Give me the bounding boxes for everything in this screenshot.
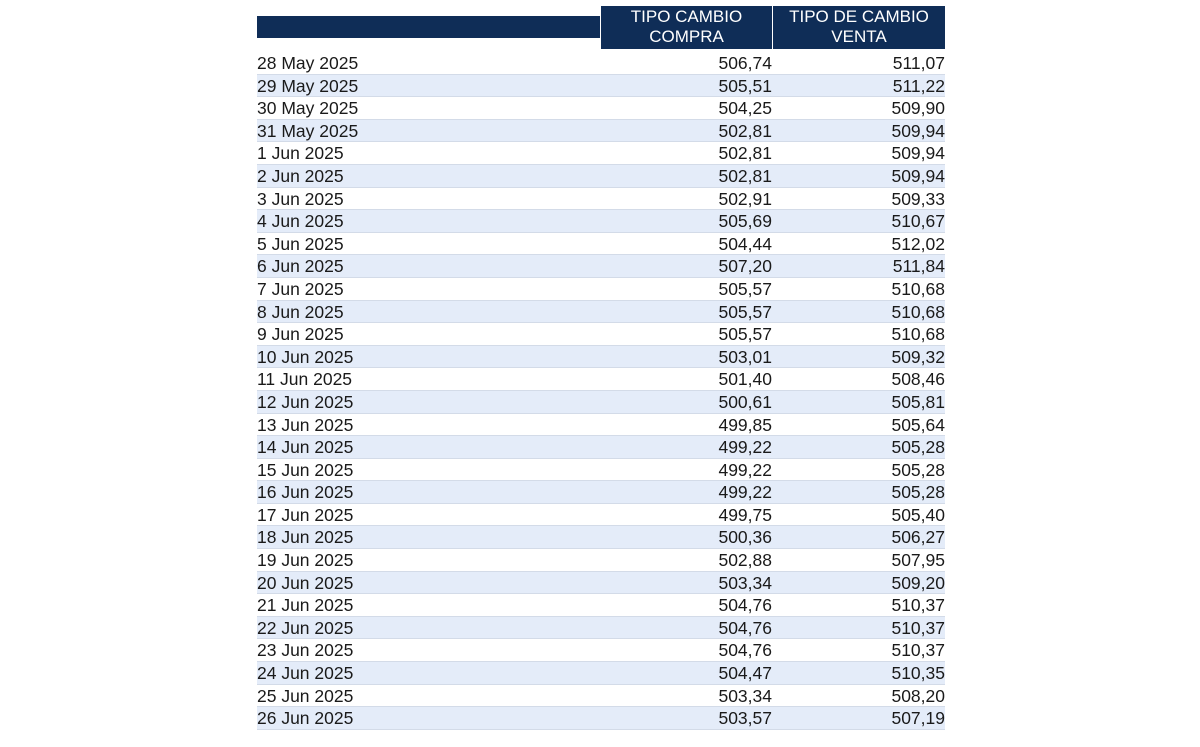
table-row [257,97,945,120]
date-cell: 9 Jun 2025 [257,324,344,345]
date-cell: 5 Jun 2025 [257,233,344,254]
sell-rate-cell: 510,68 [891,301,945,322]
sell-rate-cell: 505,28 [891,459,945,480]
sell-rate-cell: 509,90 [891,98,945,119]
buy-rate-cell: 506,74 [718,53,772,73]
sell-rate-cell: 512,02 [891,233,945,254]
buy-rate-cell: 505,51 [718,75,772,96]
date-cell: 12 Jun 2025 [257,391,354,412]
header-buy-line1: TIPO CAMBIO [630,7,743,26]
date-cell: 25 Jun 2025 [257,685,354,706]
table-row [257,75,945,98]
sell-rate-cell: 509,94 [891,165,945,186]
sell-rate-cell: 509,33 [891,188,945,209]
buy-rate-cell: 499,22 [718,437,772,458]
buy-rate-cell: 505,57 [718,301,772,322]
sell-rate-cell: 510,37 [891,617,945,638]
date-cell: 4 Jun 2025 [257,211,344,232]
buy-rate-cell: 501,40 [718,369,772,390]
sell-rate-cell: 505,64 [891,414,945,435]
date-cell: 30 May 2025 [257,98,359,119]
date-cell: 23 Jun 2025 [257,640,354,661]
table-body [257,52,945,730]
table-row [257,52,945,75]
header-sell-line2: VENTA [831,27,887,46]
table-row [257,233,945,256]
table-row [257,549,945,572]
date-cell: 22 Jun 2025 [257,617,354,638]
sell-rate-cell: 508,46 [891,369,945,390]
date-cell: 11 Jun 2025 [257,369,353,390]
table-row [257,255,945,278]
sell-rate-cell: 505,28 [891,482,945,503]
date-cell: 13 Jun 2025 [257,414,354,435]
table-row [257,459,945,482]
buy-rate-cell: 504,44 [718,233,772,254]
table-row [257,346,945,369]
buy-rate-cell: 500,36 [718,527,772,548]
sell-rate-cell: 507,19 [891,708,945,729]
date-cell: 1 Jun 2025 [257,143,344,164]
sell-rate-cell: 509,94 [891,143,945,164]
date-cell: 19 Jun 2025 [257,550,354,571]
buy-rate-cell: 502,91 [718,188,772,209]
buy-rate-cell: 504,25 [718,98,772,119]
sell-rate-cell: 507,95 [891,550,945,571]
table-row [257,481,945,504]
buy-rate-cell: 499,75 [718,504,772,525]
table-row [257,323,945,346]
sell-rate-cell: 511,22 [892,75,945,96]
buy-rate-cell: 503,34 [718,685,772,706]
table-row [257,210,945,233]
buy-rate-cell: 502,88 [718,550,772,571]
sell-rate-cell: 509,32 [891,346,945,367]
sell-rate-cell: 505,40 [891,504,945,525]
date-cell: 6 Jun 2025 [257,256,344,277]
table-row [257,414,945,437]
exchange-rate-table [257,6,945,730]
table-row [257,685,945,708]
date-cell: 16 Jun 2025 [257,482,354,503]
buy-rate-cell: 502,81 [718,165,772,186]
table-row [257,572,945,595]
table-row [257,662,945,685]
date-cell: 17 Jun 2025 [257,504,354,525]
table-row [257,278,945,301]
buy-rate-cell: 499,22 [718,482,772,503]
date-cell: 24 Jun 2025 [257,663,354,684]
buy-rate-cell: 504,76 [718,595,772,616]
sell-rate-cell: 505,81 [891,391,945,412]
sell-rate-cell: 510,68 [891,278,945,299]
date-cell: 7 Jun 2025 [257,278,344,299]
table-row [257,594,945,617]
sell-rate-cell: 510,37 [891,595,945,616]
header-buy-rate [601,6,772,49]
buy-rate-cell: 505,57 [718,278,772,299]
table-row [257,165,945,188]
sell-rate-cell: 511,07 [892,53,945,73]
sell-rate-cell: 510,68 [891,324,945,345]
table-row [257,368,945,391]
date-cell: 20 Jun 2025 [257,572,354,593]
buy-rate-cell: 503,01 [718,346,772,367]
table-row [257,639,945,662]
sell-rate-cell: 509,94 [891,120,945,141]
date-cell: 15 Jun 2025 [257,459,354,480]
date-cell: 2 Jun 2025 [257,165,344,186]
buy-rate-cell: 499,22 [718,459,772,480]
table-row [257,391,945,414]
header-buy-line2: COMPRA [649,27,724,46]
sell-rate-cell: 510,67 [891,211,945,232]
date-cell: 31 May 2025 [257,120,359,141]
sell-rate-cell: 511,84 [892,256,945,277]
sell-rate-cell: 510,37 [891,640,945,661]
date-cell: 21 Jun 2025 [257,595,354,616]
table-row [257,188,945,211]
table-row [257,301,945,324]
header-sell-rate [773,6,945,49]
table-row [257,120,945,143]
buy-rate-cell: 502,81 [718,120,772,141]
buy-rate-cell: 504,47 [718,663,772,684]
table-row [257,504,945,527]
sell-rate-cell: 509,20 [891,572,945,593]
sell-rate-cell: 510,35 [891,663,945,684]
buy-rate-cell: 505,69 [718,211,772,232]
sell-rate-cell: 505,28 [891,437,945,458]
date-cell: 8 Jun 2025 [257,301,344,322]
buy-rate-cell: 502,81 [718,143,772,164]
table-row [257,142,945,165]
table-row [257,617,945,640]
table-header [257,6,945,49]
buy-rate-cell: 499,85 [718,414,772,435]
table-row [257,707,945,730]
sell-rate-cell: 508,20 [891,685,945,706]
buy-rate-cell: 505,57 [718,324,772,345]
buy-rate-cell: 504,76 [718,640,772,661]
date-cell: 3 Jun 2025 [257,188,344,209]
table-row [257,436,945,459]
date-cell: 28 May 2025 [257,53,359,73]
buy-rate-cell: 500,61 [718,391,772,412]
sell-rate-cell: 506,27 [891,527,945,548]
header-date-column [257,16,600,38]
header-sell-line1: TIPO DE CAMBIO [789,7,929,26]
buy-rate-cell: 503,34 [718,572,772,593]
date-cell: 10 Jun 2025 [257,346,354,367]
date-cell: 14 Jun 2025 [257,437,354,458]
date-cell: 26 Jun 2025 [257,708,354,729]
buy-rate-cell: 507,20 [718,256,772,277]
table-row [257,526,945,549]
date-cell: 29 May 2025 [257,75,359,96]
buy-rate-cell: 503,57 [718,708,772,729]
buy-rate-cell: 504,76 [718,617,772,638]
date-cell: 18 Jun 2025 [257,527,354,548]
